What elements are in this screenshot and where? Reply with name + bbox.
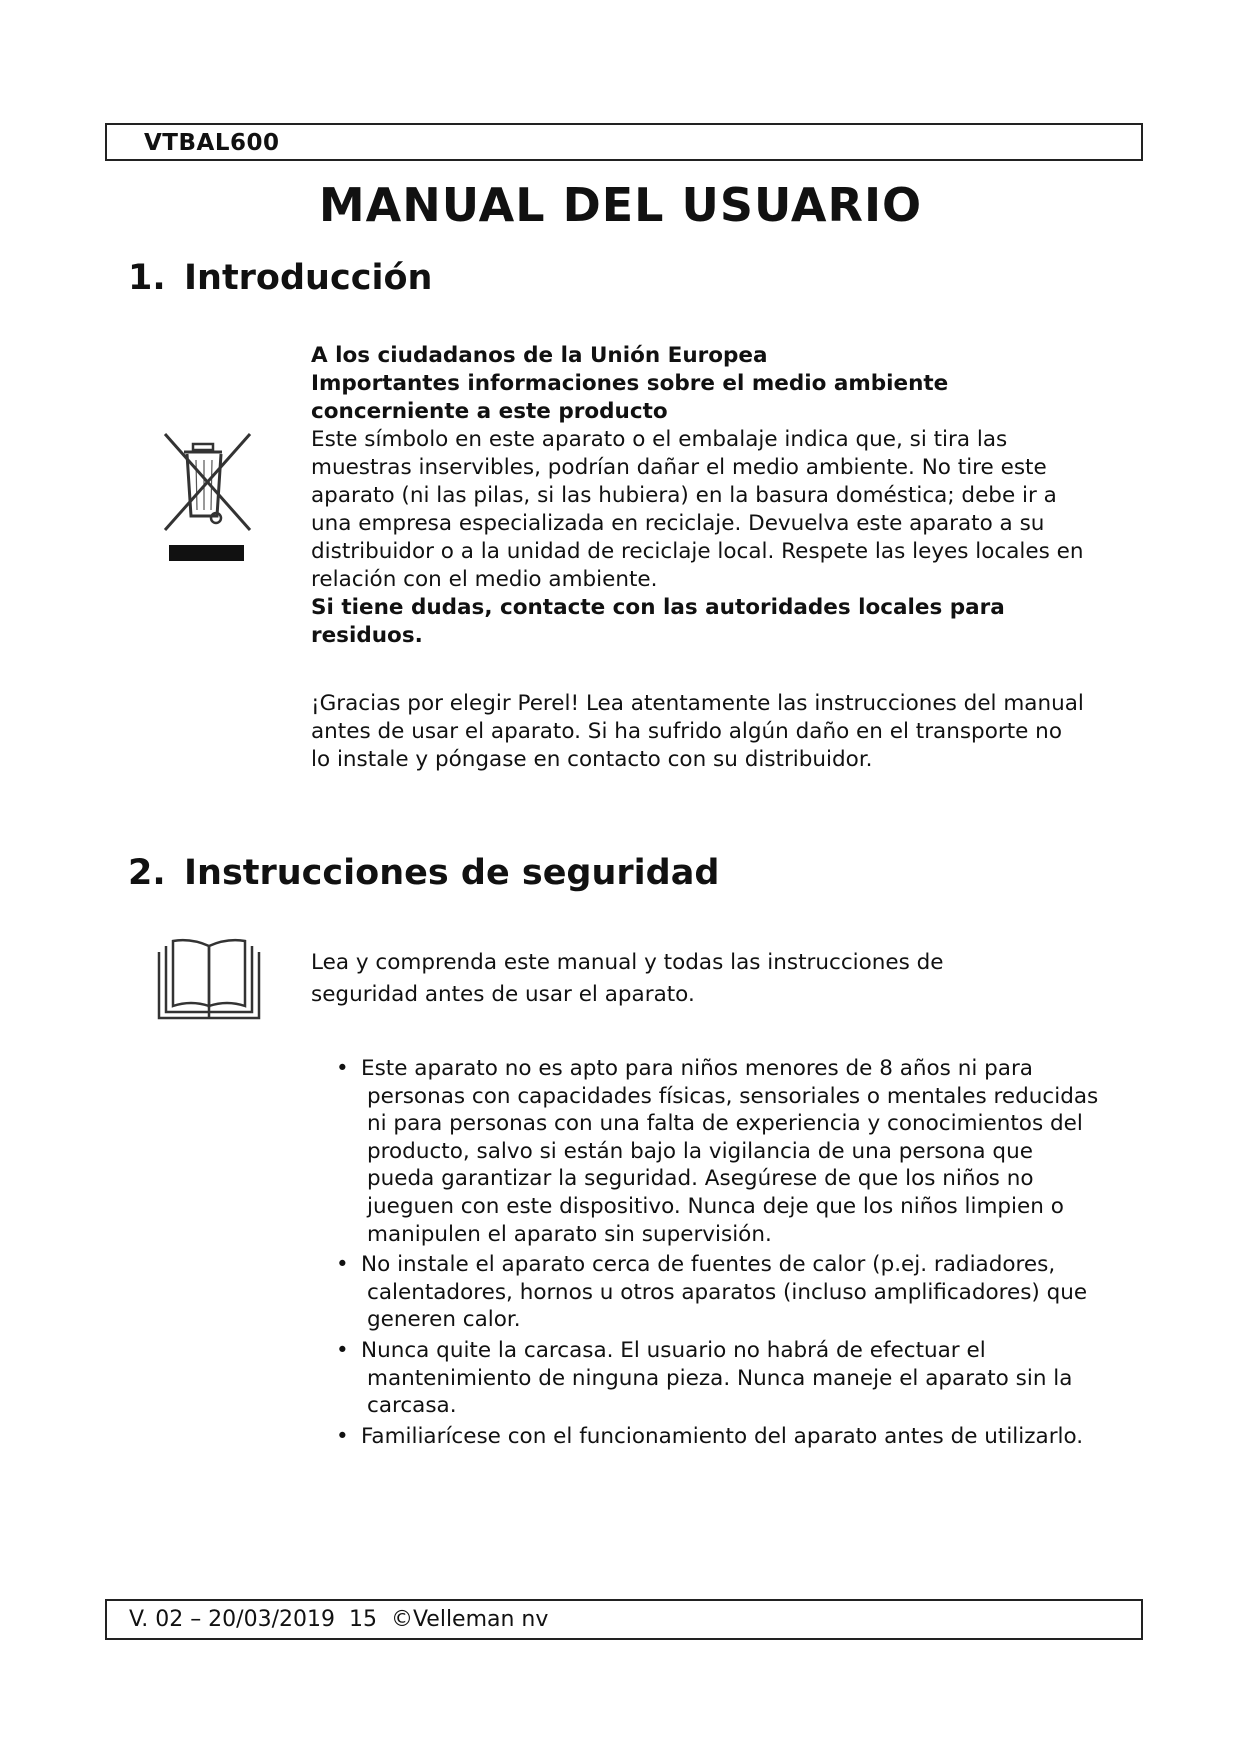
document-title: MANUAL DEL USUARIO (318, 178, 923, 232)
weee-crossed-bin-icon (160, 432, 260, 572)
section-heading-safety (128, 853, 719, 893)
read-manual-text: Lea y comprenda este manual y todas las instrucciones de seguridad antes de usar el aparato. (311, 950, 944, 1007)
section-title: Introducción (184, 258, 433, 298)
section-number: 2. (128, 853, 166, 893)
read-manual-note (311, 947, 1031, 1011)
section-title: Instrucciones de seguridad (184, 853, 720, 893)
bullet-icon: • (336, 1423, 349, 1449)
eu-heading: A los ciudadanos de la Unión Europea (311, 343, 768, 368)
section-number: 1. (128, 258, 166, 298)
list-item: • Nunca quite la carcasa. El usuario no habrá de efectuar el mantenimiento de ninguna pieza. Nunca maneje el aparato sin la carcasa. (336, 1337, 1073, 1419)
safety-bullet-list (311, 1055, 1101, 1453)
model-number: VTBAL600 (144, 130, 280, 156)
bullet-icon: • (336, 1252, 349, 1278)
eu-contact-note: Si tiene dudas, contacte con las autoridades locales para residuos. (311, 595, 1005, 648)
thanks-paragraph (311, 690, 1086, 774)
list-item: • Este aparato no es apto para niños menores de 8 años ni para personas con capacidades físicas, sensoriales o mentales reducidas ni para personas con una falta de experiencia y conocimientos del producto, salvo si están bajo la vigilancia de una persona que pueda garantizar la seguridad. Asegúrese de que los niños no jueguen con este dispositivo. Nunca deje que los niños limpien o manipulen el aparato sin supervisión. (336, 1056, 1099, 1247)
eu-body-text: Este símbolo en este aparato o el embalaje indica que, si tira las muestras inservibles, podrían dañar el medio ambiente. No tire este aparato (ni las pilas, si las hubiera) en la basura doméstica; debe ir a una empresa especializada en reciclaje. Devuelva este aparato a su distribuidor o a la unidad de reciclaje local. Respete las leyes locales en relación con el medio ambiente. (311, 427, 1084, 592)
footer-text: V. 02 – 20/03/2019 15 ©Velleman nv (129, 1607, 549, 1632)
read-manual-book-icon (156, 938, 262, 1022)
header-box (105, 123, 1143, 161)
section-heading-intro (128, 258, 432, 298)
footer-box (105, 1599, 1143, 1640)
eu-subheading: Importantes informaciones sobre el medio ambiente concerniente a este producto (311, 371, 949, 424)
eu-environment-notice (311, 342, 1091, 650)
bullet-icon: • (336, 1337, 349, 1363)
list-item: • Familiarícese con el funcionamiento del aparato antes de utilizarlo. (336, 1423, 1084, 1449)
list-item: • No instale el aparato cerca de fuentes de calor (p.ej. radiadores, calentadores, hornos u otros aparatos (incluso amplificadores) que generen calor. (336, 1252, 1088, 1333)
thanks-text: ¡Gracias por elegir Perel! Lea atentamente las instrucciones del manual antes de usar el aparato. Si ha sufrido algún daño en el transporte no lo instale y póngase en contacto con su distribuidor. (311, 691, 1084, 772)
bullet-icon: • (336, 1056, 349, 1081)
